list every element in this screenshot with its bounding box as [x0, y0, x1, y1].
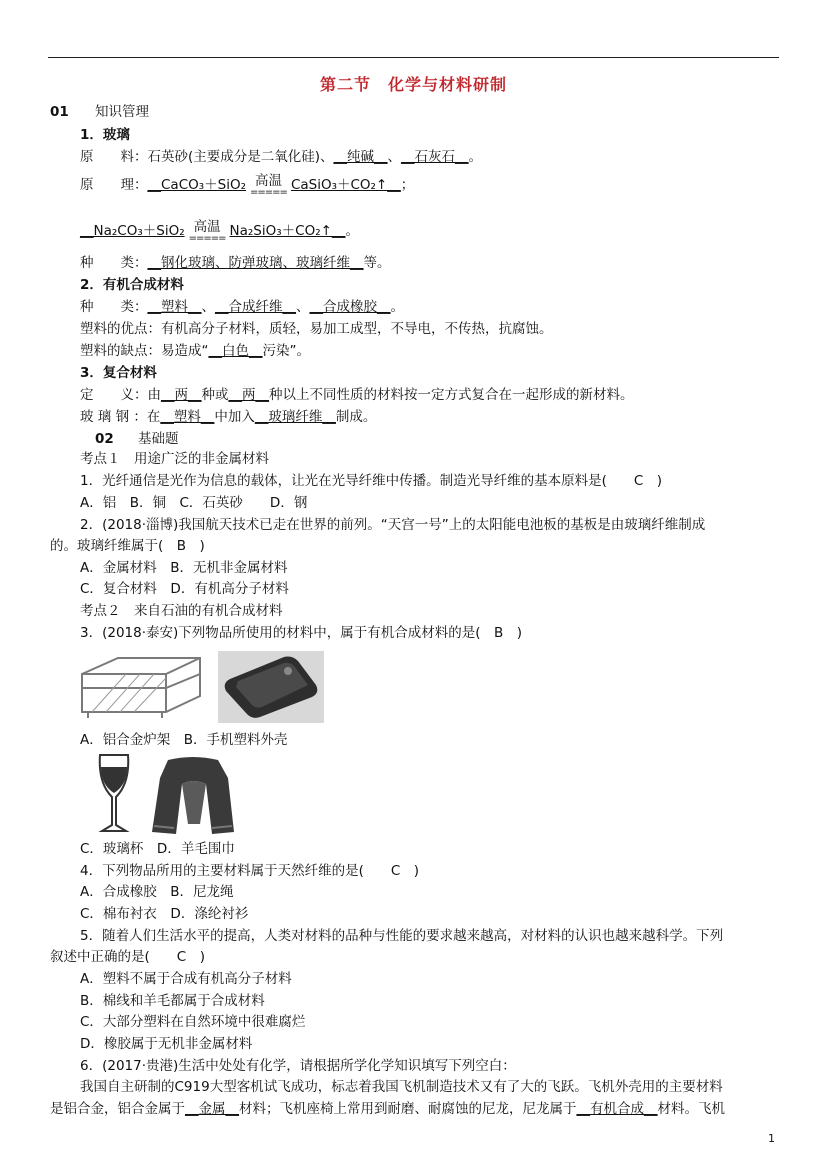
- eq1-cond-text: 高温: [254, 173, 282, 189]
- end-mark: ；: [400, 177, 415, 193]
- question-2-line1: 2．(2018·淄博)我国航天技术已走在世界的前列。“天宫一号”上的太阳能电池板的基板是由玻璃纤维制成: [80, 517, 706, 533]
- question-1-options: A．铝 B．铜 C．石英砂 D．钢: [80, 495, 308, 511]
- composite-heading: 3．复合材料: [80, 365, 157, 381]
- question-1: 1．光纤通信是光作为信息的载体，让光在光导纤维中传播。制造光导纤维的基本原料是( C ): [80, 473, 663, 489]
- question-2-line2: 的。玻璃纤维属于( B ): [50, 538, 205, 554]
- glass-principle-label: 原 理：: [80, 177, 148, 193]
- organic-kind-2: __合成纤维__: [215, 299, 296, 315]
- question-5-option-a: A．塑料不属于合成有机高分子材料: [80, 971, 292, 987]
- organic-kind-label: 种 类：: [80, 299, 148, 315]
- page-title: 第二节 化学与材料研制: [319, 75, 507, 94]
- question-4-options-1: A．合成橡胶 B．尼龙绳: [80, 884, 234, 900]
- wine-glass-image: [96, 753, 132, 835]
- question-6: 6．(2017·贵港)生活中处处有化学，请根据所学化学知识填写下列空白：: [80, 1058, 516, 1074]
- frp-value-2: __玻璃纤维__: [254, 409, 336, 425]
- frp-text-a: 玻 璃 钢 ：在: [80, 409, 161, 425]
- stove-rack-image: [78, 654, 203, 719]
- question-5-option-d: D．橡胶属于无机非金属材料: [80, 1036, 253, 1052]
- plastic-disadvantages: [80, 342, 310, 360]
- organic-kinds-line: [80, 298, 404, 316]
- q6-value-1: __金属__: [185, 1101, 239, 1117]
- section1-num: 01: [50, 104, 69, 120]
- end-mark: 。: [468, 149, 483, 165]
- eq2-right: Na₂SiO₃＋CO₂↑__: [229, 223, 346, 239]
- eq1-condition: [250, 173, 287, 197]
- sep: 、: [201, 299, 215, 315]
- eq1-dash: =====: [250, 187, 287, 198]
- section2-num: 02: [95, 431, 114, 447]
- glass-raw-b: __石灰石__: [401, 149, 469, 165]
- q6-text-c: 材料。飞机: [657, 1101, 725, 1117]
- def-text-b: 种或: [201, 387, 229, 403]
- glass-kind-label: 种 类：: [80, 255, 148, 271]
- question-3-options-cd: C．玻璃杯 D．羊毛围巾: [80, 841, 235, 857]
- glass-kinds-line: [80, 254, 391, 272]
- end-mark: 。: [345, 223, 359, 239]
- def-text-a: 定 义：由: [80, 387, 161, 403]
- question-6-para-2: [50, 1100, 725, 1118]
- glass-raw-text: 石英砂(主要成分是二氧化硅)、: [147, 149, 334, 165]
- plastic-dis-value: __白色__: [208, 343, 263, 359]
- question-5-option-b: B．棉线和羊毛都属于合成材料: [80, 993, 265, 1009]
- sep: 、: [387, 149, 402, 165]
- eq2-condition: [189, 219, 226, 243]
- question-2-options-1: A．金属材料 B．无机非金属材料: [80, 560, 288, 576]
- organic-heading: 2．有机合成材料: [80, 277, 184, 293]
- q6-text-b: 材料；飞机座椅上常用到耐磨、耐腐蚀的尼龙，尼龙属于: [239, 1101, 577, 1117]
- wool-scarf-image: [148, 754, 238, 836]
- question-5-line1: 5．随着人们生活水平的提高，人类对材料的品种与性能的要求越来越高，对材料的认识也越来越科学。下列: [80, 928, 724, 944]
- plastic-dis-end: 污染”。: [262, 343, 310, 359]
- frp-text-c: 制成。: [335, 409, 377, 425]
- def-value-2: __两__: [228, 387, 269, 403]
- frp-value-1: __塑料__: [160, 409, 215, 425]
- question-5-line2: 叙述中正确的是( C ): [50, 949, 205, 965]
- plastic-advantages: 塑料的优点：有机高分子材料，质轻，易加工成型，不导电，不传热，抗腐蚀。: [80, 321, 553, 337]
- glass-raw-line: [80, 148, 482, 166]
- eq2-dash: =====: [188, 233, 226, 244]
- eq1-right: CaSiO₃＋CO₂↑__: [290, 177, 401, 193]
- organic-kind-3: __合成橡胶__: [309, 299, 391, 315]
- question-2-options-2: C．复合材料 D．有机高分子材料: [80, 581, 289, 597]
- page-number: 1: [768, 1132, 775, 1145]
- sep: 、: [296, 299, 310, 315]
- eq1-left: __CaCO₃＋SiO₂: [147, 177, 247, 193]
- composite-definition: [80, 386, 634, 404]
- eq2-cond-text: 高温: [193, 219, 221, 235]
- question-3-options-ab: A．铝合金炉架 B．手机塑料外壳: [80, 732, 288, 748]
- equation-2: [80, 218, 359, 244]
- equation-1: [80, 172, 414, 198]
- frp-line: [80, 408, 376, 426]
- key-point-1: 考点１ 用途广泛的非金属材料: [80, 451, 269, 467]
- end-mark: 。: [390, 299, 404, 315]
- section2-name: 基础题: [138, 431, 179, 447]
- glass-raw-label: 原 料：: [80, 149, 148, 165]
- glass-raw-a: __纯碱__: [333, 149, 388, 165]
- organic-kind-1: __塑料__: [147, 299, 202, 315]
- q6-text-a: 是铝合金，铝合金属于: [50, 1101, 185, 1117]
- def-value-1: __两__: [161, 387, 202, 403]
- glass-heading: 1．玻璃: [80, 127, 130, 143]
- q6-value-2: __有机合成__: [576, 1101, 658, 1117]
- question-6-para-1: 我国自主研制的C919大型客机试飞成功，标志着我国飞机制造技术又有了大的飞跃。飞机外壳用的主要材料: [80, 1079, 723, 1095]
- eq2-left: __Na₂CO₃＋SiO₂: [80, 223, 185, 239]
- phone-case-image: [218, 651, 324, 723]
- header-rule: [48, 57, 779, 58]
- question-5-option-c: C．大部分塑料在自然环境中很难腐烂: [80, 1014, 306, 1030]
- frp-text-b: 中加入: [214, 409, 255, 425]
- def-text-c: 种以上不同性质的材料按一定方式复合在一起形成的新材料。: [269, 387, 634, 403]
- question-3: 3．(2018·泰安)下列物品所使用的材料中，属于有机合成材料的是( B ): [80, 625, 523, 641]
- key-point-2: 考点２ 来自石油的有机合成材料: [80, 603, 283, 619]
- end-mark: 等。: [363, 255, 391, 271]
- section1-name: 知识管理: [95, 104, 149, 120]
- question-4: 4．下列物品所用的主要材料属于天然纤维的是( C ): [80, 863, 420, 879]
- plastic-dis-text: 塑料的缺点：易造成“: [80, 343, 209, 359]
- glass-kind-value: __钢化玻璃、防弹玻璃、玻璃纤维__: [147, 255, 364, 271]
- question-4-options-2: C．棉布衬衣 D．涤纶衬衫: [80, 906, 249, 922]
